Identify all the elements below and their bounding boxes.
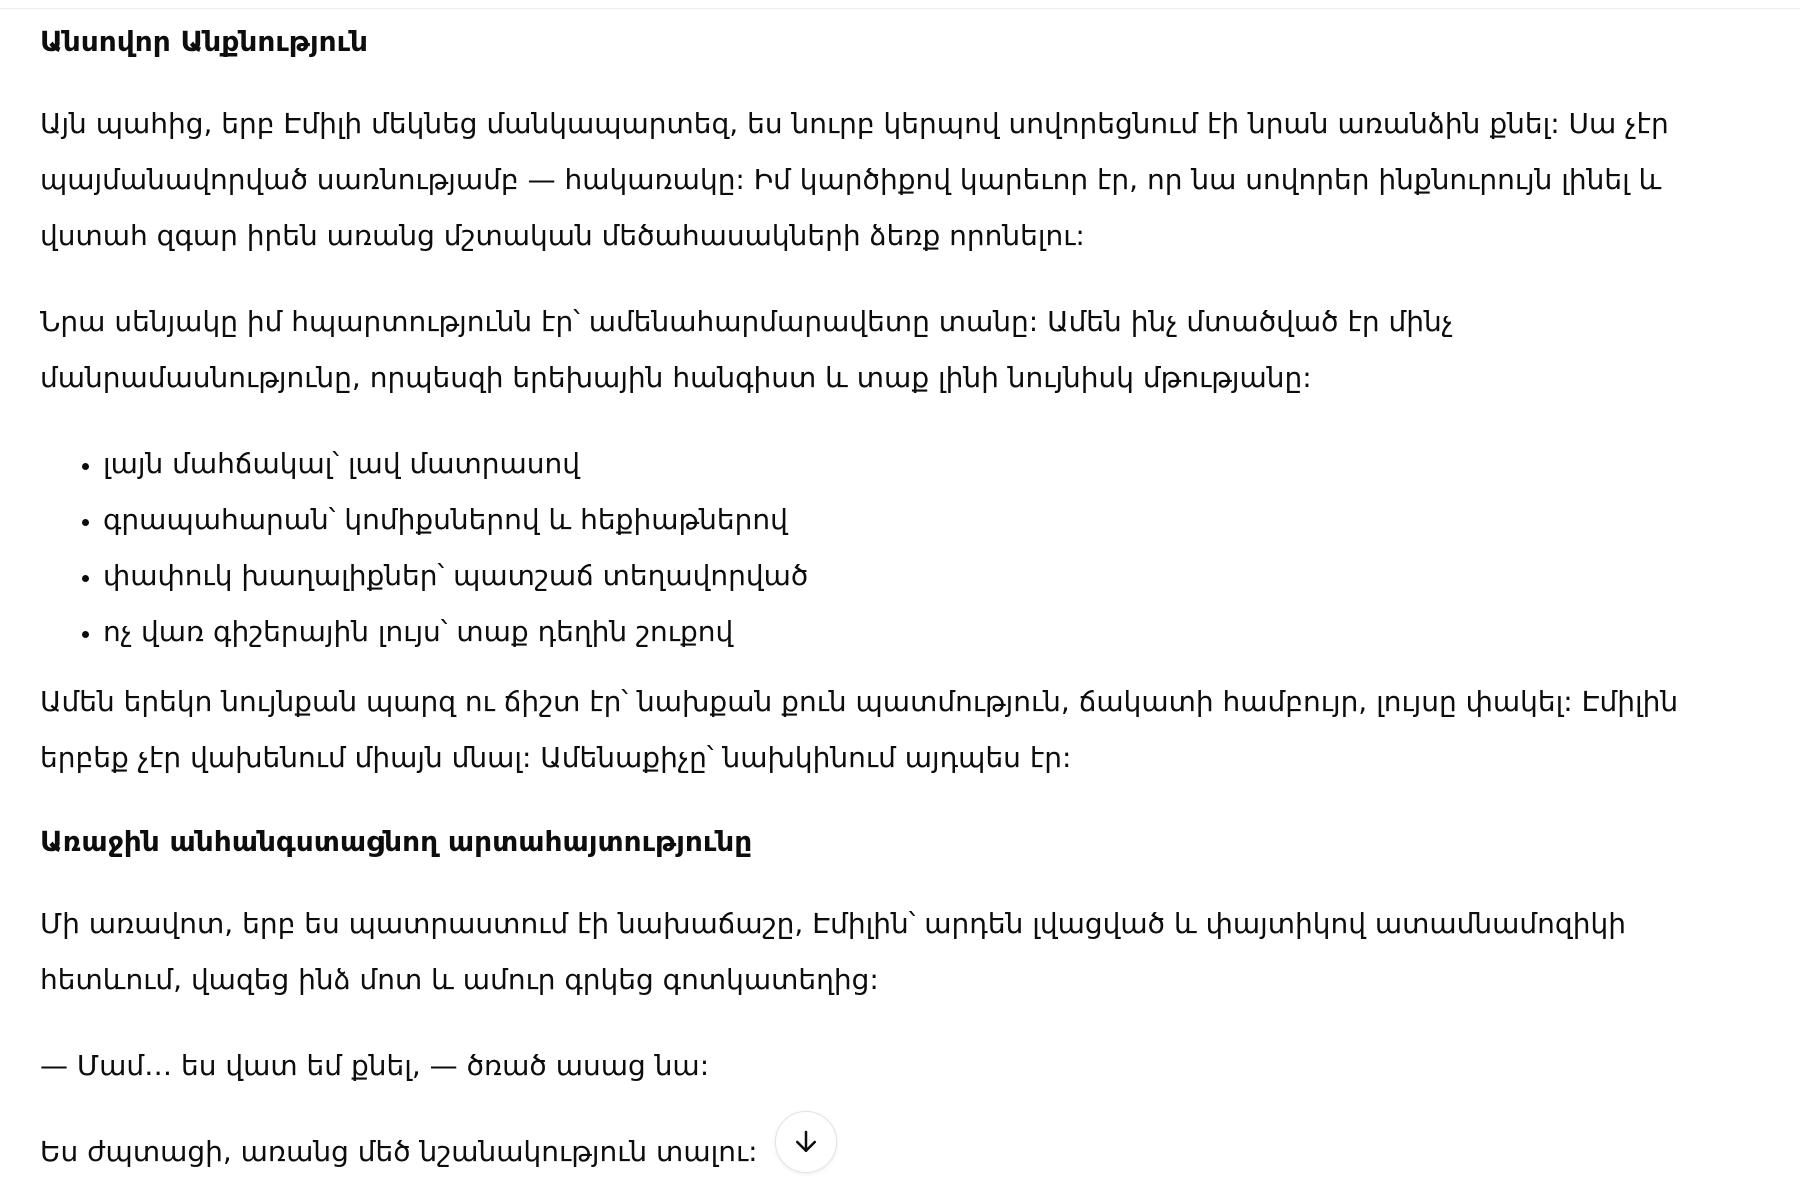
paragraph-2: Նրա սենյակը իմ հպարտությունն էր՝ ամենահարմարավետը տանը: Ամեն ինչ մտածված էր մինչ մանրամասնությունը, որպեսզի երեխային հանգիստ և տաք լինի նույնիսկ մթությանը: (40, 305, 1454, 394)
paragraph-4: Մի առավոտ, երբ ես պատրաստում էի նախաճաշը, Էմիլին՝ արդեն լվացված և փայտիկով ատամնամոզիկի հետևում, վազեց ինձ մոտ և ամուր գրկեց գոտկատեղից: (40, 907, 1626, 996)
scroll-to-bottom-button[interactable] (775, 1111, 837, 1173)
list-item: • ոչ վառ գիշերային լույս՝ տաք դեղին շուքով (103, 604, 1680, 660)
top-divider (0, 0, 1800, 9)
list-item: • լայն մահճակալ՝ լավ մատրասով (103, 436, 1680, 492)
list-item: • փափուկ խաղալիքներ՝ պատշաճ տեղավորված (103, 548, 1680, 604)
message-content (40, 18, 1680, 1180)
room-items-list (40, 436, 1680, 660)
paragraph-5: — Մամ… ես վատ եմ քնել, — ծռած ասաց նա: (40, 1049, 710, 1082)
arrow-down-icon (791, 1127, 821, 1157)
paragraph-1: Այն պահից, երբ Էմիլի մեկնեց մանկապարտեզ, ես նուրբ կերպով սովորեցնում էի նրան առանձին քնել: Սա չէր պայմանավորված սառնությամբ — հակառակը: Իմ կարծիքով կարեւոր էր, որ նա սովորեր ինքնուրույն լինել և վստահ զգար իրեն առանց մշտական մեծահասակների ձեռք որոնելու: (40, 107, 1669, 252)
section-heading-1: Անսովոր Անքնություն (40, 25, 368, 58)
list-item: • գրապահարան՝ կոմիքսներով և հեքիաթներով (103, 492, 1680, 548)
paragraph-6: Ես ժպտացի, առանց մեծ նշանակություն տալու: (40, 1135, 758, 1168)
section-heading-2: Առաջին անհանգստացնող արտահայտությունը (40, 825, 753, 858)
paragraph-3: Ամեն երեկո նույնքան պարզ ու ճիշտ էր՝ նախքան քուն պատմություն, ճակատի համբույր, լույսը փակել: Էմիլին երբեք չէր վախենում միայն մնալ: Ամենաքիչը՝ նախկինում այդպես էր: (40, 685, 1679, 774)
